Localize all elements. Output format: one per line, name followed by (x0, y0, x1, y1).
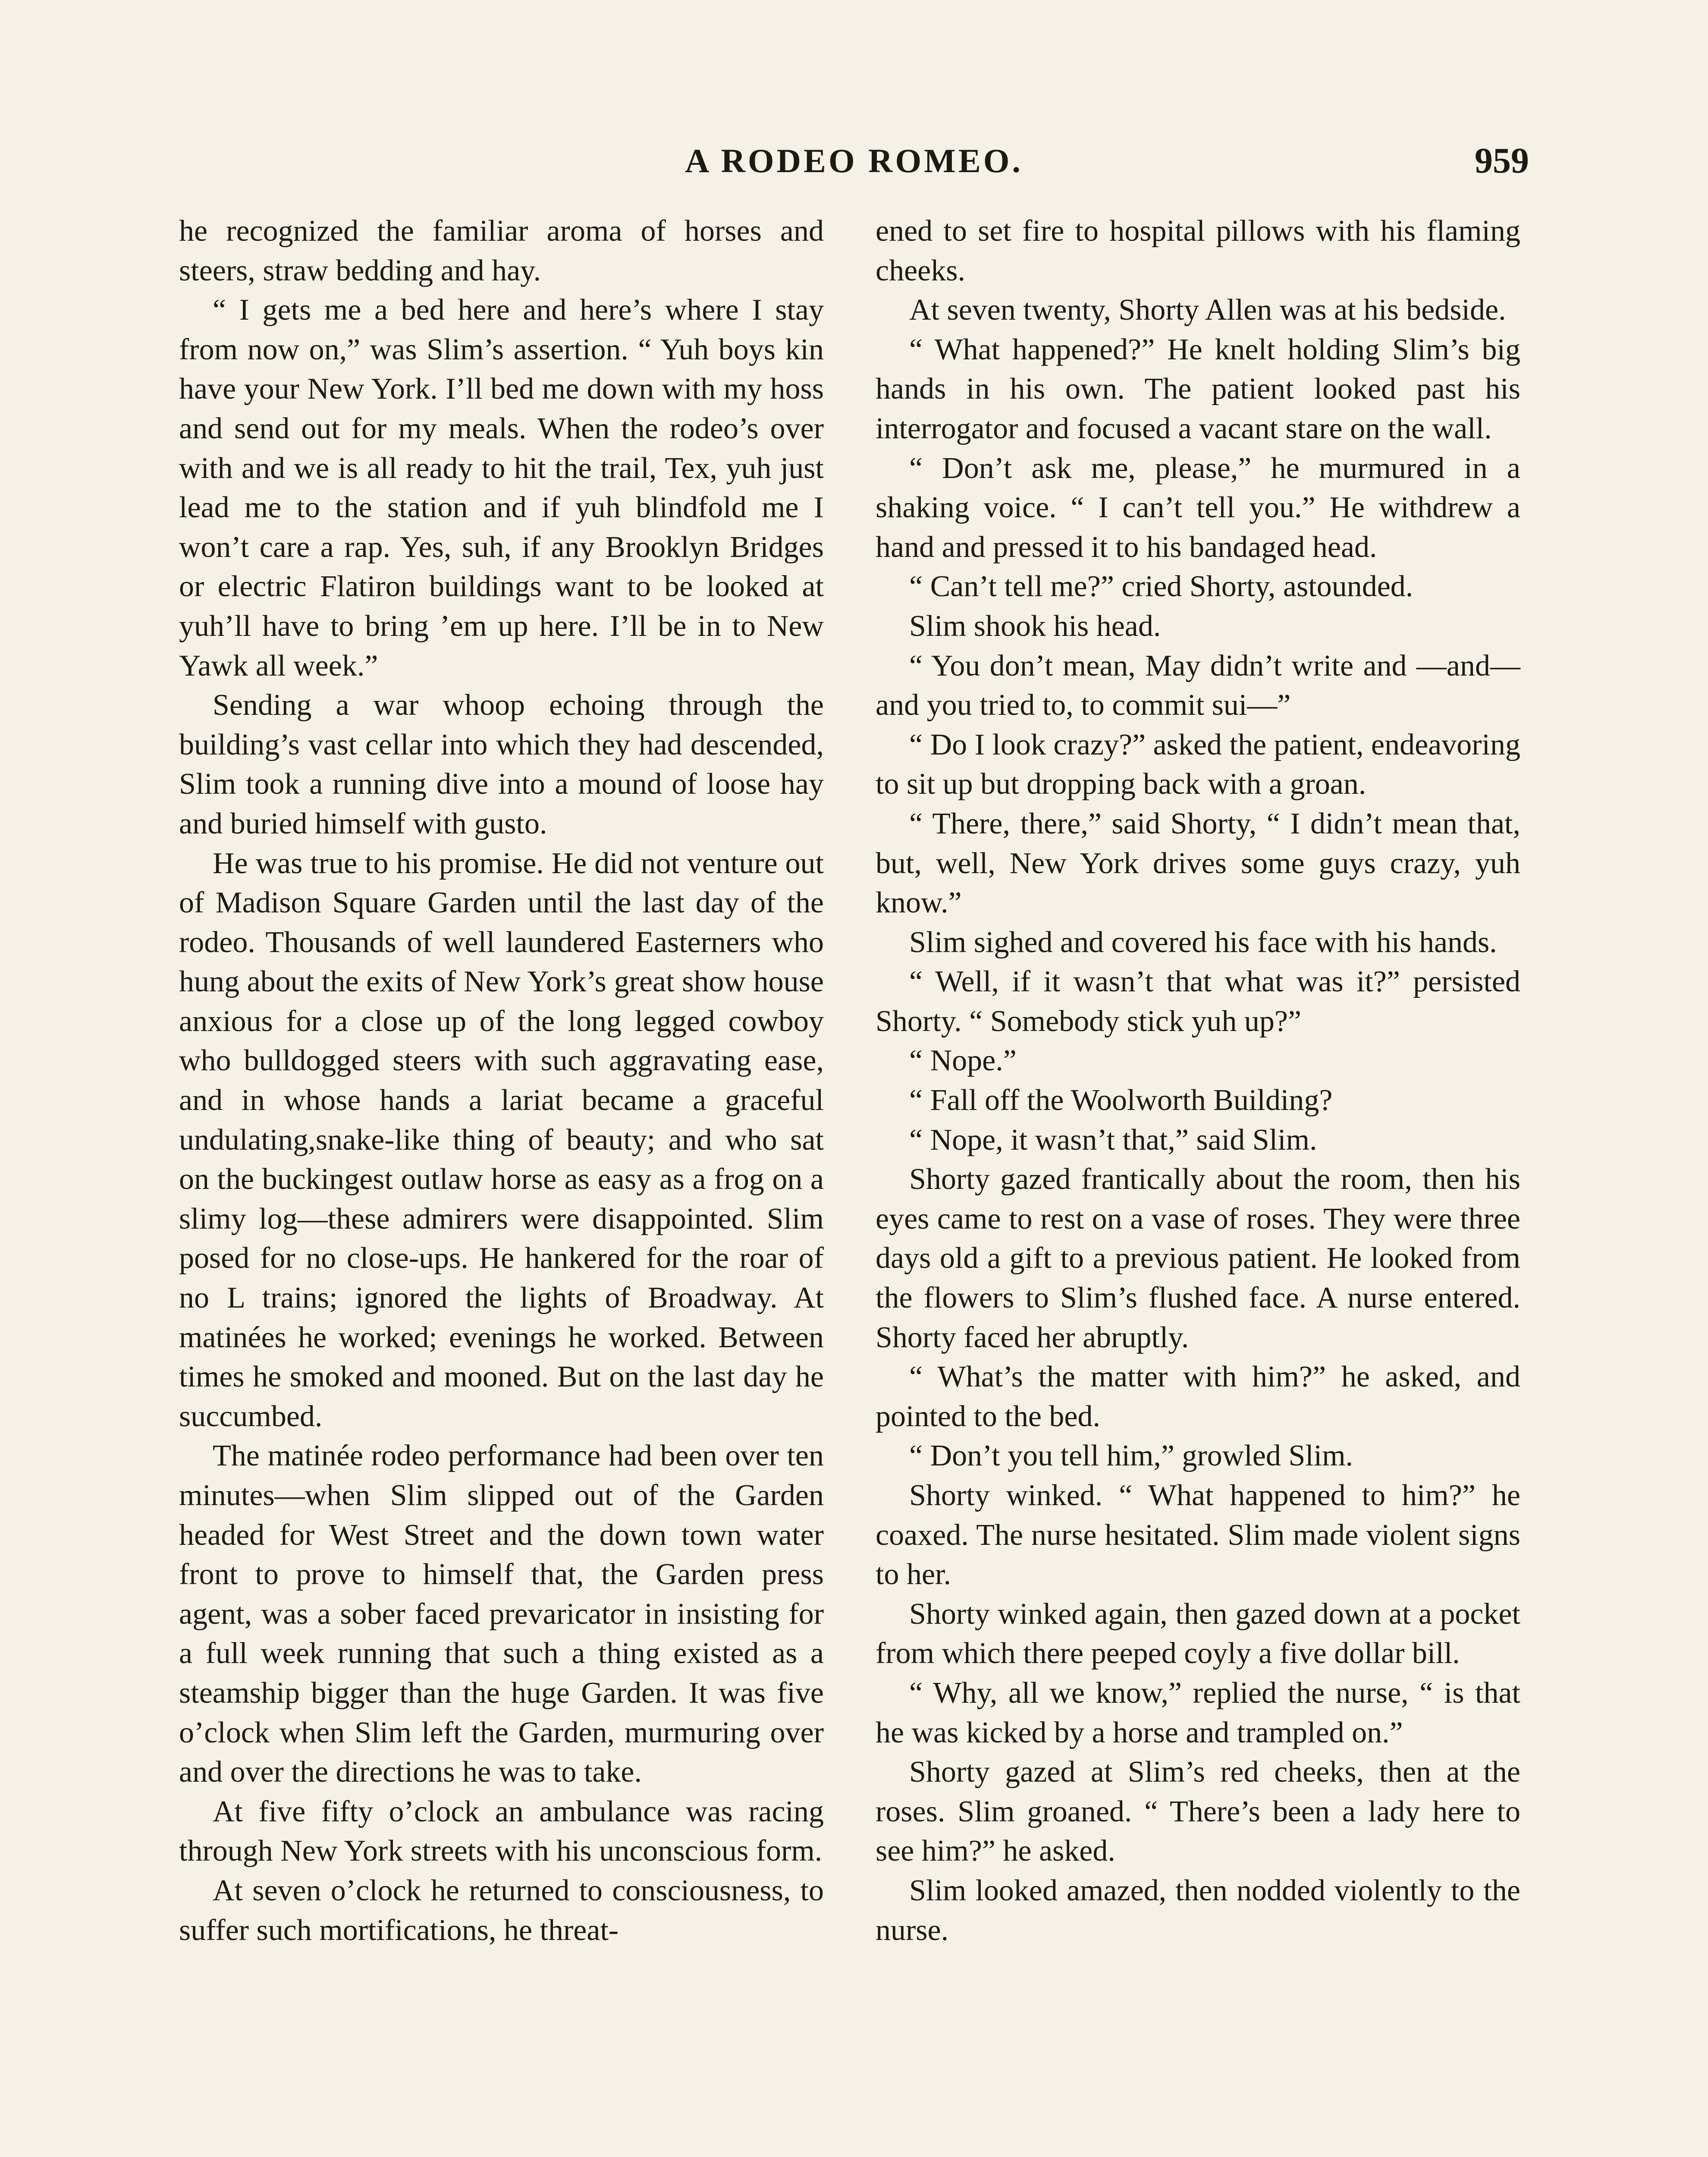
paragraph: He was true to his promise. He did not venture out of Madison Square Garden until the last day of the rodeo. Thousands of well laundered Easterners who hung about the exits of New York’s great show house anxious for a close up of the long legged cowboy who bulldogged steers with such aggravating ease, and in whose hands a lariat became a graceful undulating,snake-like thing of beauty; and who sat on the buckingest outlaw horse as easy as a frog on a slimy log—these admirers were disappointed. Slim posed for no close-ups. He hankered for the roar of no L trains; ignored the lights of Broadway. At matinées he worked; evenings he worked. Between times he smoked and mooned. But on the last day he succumbed. (179, 846, 824, 1433)
left-column (179, 211, 824, 1950)
paragraph: Slim sighed and covered his face with his hands. (909, 925, 1497, 959)
paragraph: “ Nope, it wasn’t that,” said Slim. (909, 1123, 1317, 1157)
paragraph: At five fifty o’clock an ambulance was racing through New York streets with his unconscious form. (179, 1795, 824, 1868)
paragraph: At seven o’clock he returned to consciousness, to suffer such mortifications, he threat- (179, 1874, 824, 1947)
paragraph: “ Well, if it wasn’t that what was it?” persisted Shorty. “ Somebody stick yuh up?” (876, 965, 1520, 1038)
running-header (179, 137, 1529, 185)
paragraph: Shorty winked. “ What happened to him?” he coaxed. The nurse hesitated. Slim made violent signs to her. (876, 1479, 1520, 1591)
paragraph: Slim shook his head. (909, 609, 1161, 643)
paragraph: “ Nope.” (909, 1044, 1017, 1078)
paragraph: “ Don’t you tell him,” growled Slim. (909, 1439, 1353, 1473)
running-title: A RODEO ROMEO. (685, 142, 1023, 179)
paragraph: “ You don’t mean, May didn’t write and —and—and you tried to, to commit sui—” (876, 649, 1520, 722)
paragraph: he recognized the familiar aroma of horses and steers, straw bedding and hay. (179, 214, 824, 287)
paragraph: Shorty gazed frantically about the room, then his eyes came to rest on a vase of roses. They were three days old a gift to a previous patient. He looked from the flowers to Slim’s flushed face. A nurse entered. Shorty faced her abruptly. (876, 1163, 1520, 1354)
paragraph: Shorty winked again, then gazed down at a pocket from which there peeped coyly a five dollar bill. (876, 1597, 1520, 1670)
paragraph: Shorty gazed at Slim’s red cheeks, then at the roses. Slim groaned. “ There’s been a lady here to see him?” he asked. (876, 1755, 1520, 1868)
right-column (876, 211, 1520, 1950)
paragraph: “ I gets me a bed here and here’s where I stay from now on,” was Slim’s assertion. “ Yuh boys kin have your New York. I’ll bed me down with my hoss and send out for my meals. When the rodeo’s over with and we is all ready to hit the trail, Tex, yuh just lead me to the station and if yuh blindfold me I won’t care a rap. Yes, suh, if any Brooklyn Bridges or electric Flatiron buildings want to be looked at yuh’ll have to bring ’em up here. I’ll be in to New Yawk all week.” (179, 293, 824, 682)
paragraph: “ Don’t ask me, please,” he murmured in a shaking voice. “ I can’t tell you.” He withdrew a hand and pressed it to his bandaged head. (876, 451, 1520, 564)
paragraph: “ Fall off the Woolworth Building? (909, 1084, 1333, 1117)
paragraph: The matinée rodeo performance had been over ten minutes—when Slim slipped out of the Garden headed for West Street and the down town water front to prove to himself that, the Garden press agent, was a sober faced prevaricator in insisting for a full week running that such a thing existed as a steamship bigger than the huge Garden. It was five o’clock when Slim left the Garden, murmuring over and over the directions he was to take. (179, 1439, 824, 1789)
paragraph: Slim looked amazed, then nodded violently to the nurse. (876, 1874, 1520, 1947)
paragraph: “ Do I look crazy?” asked the patient, endeavoring to sit up but dropping back with a groan. (876, 728, 1520, 801)
paragraph: “ Why, all we know,” replied the nurse, “ is that he was kicked by a horse and trampled on.” (876, 1676, 1520, 1749)
page-number: 959 (1475, 141, 1529, 181)
paragraph: “ What’s the matter with him?” he asked, and pointed to the bed. (876, 1360, 1520, 1433)
paragraph: Sending a war whoop echoing through the building’s vast cellar into which they had descended, Slim took a running dive into a mound of loose hay and buried himself with gusto. (179, 689, 824, 840)
paragraph: ened to set fire to hospital pillows with his flaming cheeks. (876, 214, 1520, 287)
paragraph: “ Can’t tell me?” cried Shorty, astounded. (909, 570, 1413, 604)
paragraph: “ There, there,” said Shorty, “ I didn’t mean that, but, well, New York drives some guys crazy, yuh know.” (876, 807, 1520, 920)
paragraph: At seven twenty, Shorty Allen was at his bedside. (909, 293, 1506, 327)
paragraph: “ What happened?” He knelt holding Slim’s big hands in his own. The patient looked past his interrogator and focused a vacant stare on the wall. (876, 333, 1520, 445)
